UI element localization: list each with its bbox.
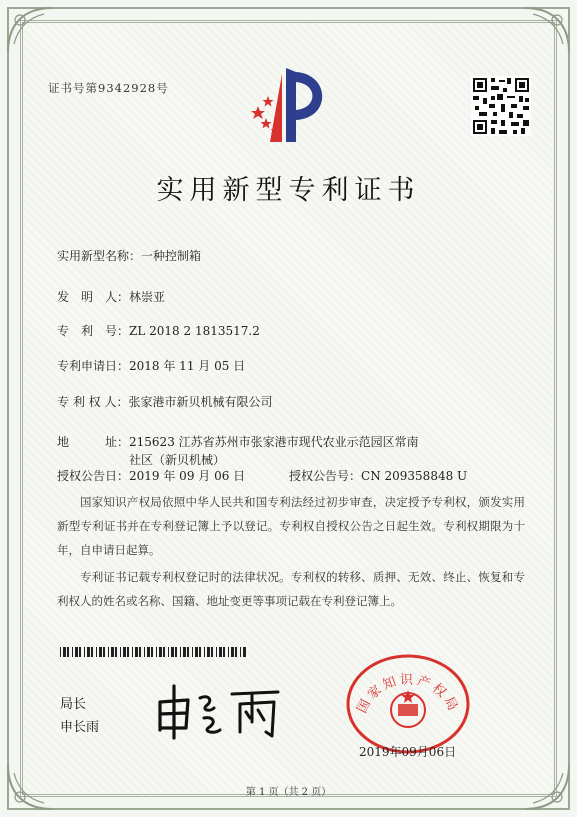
qr-code bbox=[471, 76, 531, 136]
field-value: ZL 2018 2 1813517.2 bbox=[129, 324, 260, 338]
official-seal bbox=[344, 650, 472, 754]
application-date-row bbox=[57, 357, 245, 374]
utility-model-name-row bbox=[57, 247, 201, 264]
field-label: 授权公告号： bbox=[289, 469, 362, 483]
seal-date: 2019年09月06日 bbox=[359, 745, 457, 759]
field-label: 专 利 号： bbox=[57, 324, 130, 338]
patentee-row bbox=[57, 393, 272, 410]
director-name: 申长雨 bbox=[60, 720, 100, 735]
corner-ornament bbox=[4, 4, 56, 56]
patent-office-logo bbox=[242, 62, 334, 148]
inventor-row bbox=[57, 288, 165, 305]
patent-number-row bbox=[57, 322, 260, 339]
field-label: 实用新型名称： bbox=[57, 249, 142, 263]
field-value: 215623 江苏省苏州市张家港市现代农业示范园区常南社区（新贝机械） bbox=[129, 435, 419, 467]
field-label: 专 利 权 人： bbox=[57, 395, 129, 409]
certificate-number: 证书号第9342928号 bbox=[48, 81, 169, 95]
field-value: 2018 年 11 月 05 日 bbox=[129, 359, 246, 373]
field-value: 一种控制箱 bbox=[141, 249, 202, 263]
director-signature bbox=[148, 672, 288, 742]
seal-text: 国家知识产权局 bbox=[354, 672, 462, 716]
field-label: 授权公告日： bbox=[57, 469, 130, 483]
field-value: 林崇亚 bbox=[129, 290, 166, 304]
field-value: CN 209358848 U bbox=[361, 469, 468, 483]
address-row bbox=[57, 433, 429, 469]
barcode bbox=[60, 647, 246, 657]
certificate-body bbox=[57, 490, 525, 613]
corner-ornament bbox=[521, 4, 573, 56]
certificate-title: 实用新型专利证书 bbox=[156, 175, 421, 206]
publication-number-row bbox=[289, 467, 467, 484]
body-paragraph: 国家知识产权局依照中华人民共和国专利法经过初步审查，决定授予专利权，颁发实用新型专利证书并在专利登记簿上予以登记。专利权自授权公告之日起生效。专利权期限为十年，自申请日起算。 bbox=[57, 495, 525, 557]
director-title: 局长 bbox=[60, 697, 87, 712]
page-footer: 第 1 页（共 2 页） bbox=[245, 787, 332, 798]
field-label: 地 址： bbox=[57, 435, 130, 449]
field-label: 专利申请日： bbox=[57, 359, 130, 373]
field-label: 发 明 人： bbox=[57, 290, 130, 304]
body-paragraph: 专利证书记载专利权登记时的法律状况。专利权的转移、质押、无效、终止、恢复和专利权人的姓名或名称、国籍、地址变更等事项记载在专利登记簿上。 bbox=[57, 570, 525, 608]
field-value: 2019 年 09 月 06 日 bbox=[129, 469, 246, 483]
grant-announcement-date-row bbox=[57, 467, 245, 484]
field-value: 张家港市新贝机械有限公司 bbox=[128, 395, 273, 409]
